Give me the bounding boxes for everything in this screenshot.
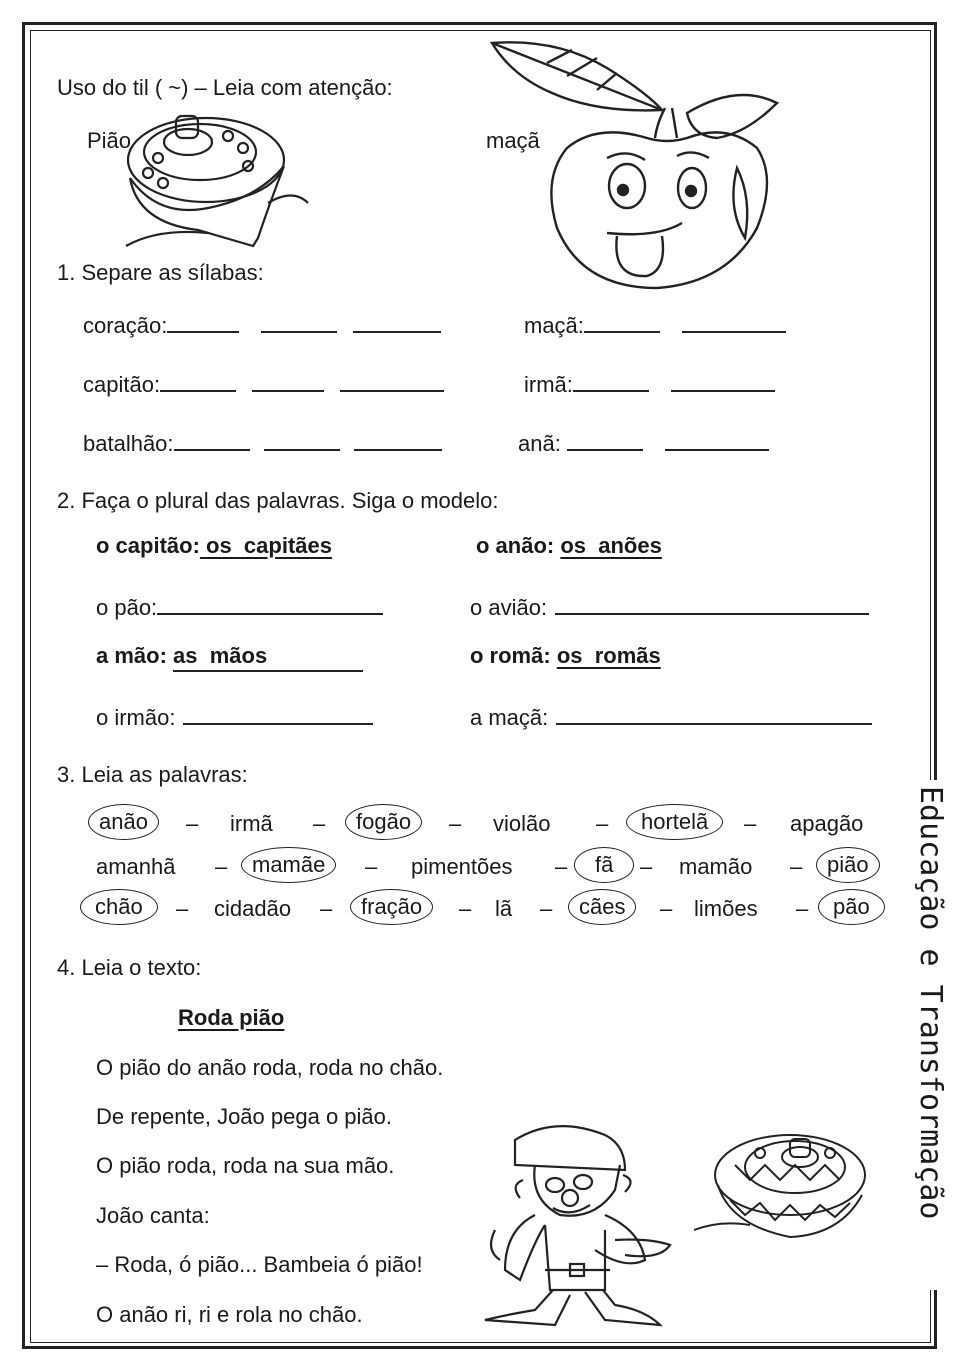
- watermark-text: Educação e Transformação: [913, 786, 948, 1220]
- plural-model-capitao: [96, 533, 332, 559]
- word[interactable]: apagão: [790, 811, 864, 836]
- answer-blank[interactable]: [573, 370, 649, 392]
- plural-model-anao: [476, 533, 662, 559]
- word-maca: maçã: [486, 128, 540, 153]
- answer-blank[interactable]: [174, 429, 250, 451]
- question-label: o irmão:: [96, 705, 176, 730]
- dash: –: [540, 896, 553, 921]
- answer-blank[interactable]: [556, 703, 872, 725]
- syllable-word: capitão:: [83, 372, 161, 397]
- section1-title: 1. Separe as sílabas:: [57, 260, 264, 285]
- answer-blank[interactable]: [340, 370, 444, 392]
- story-line: O pião roda, roda na sua mão.: [96, 1153, 395, 1178]
- plural-question-aviao: [470, 593, 869, 621]
- section4-title: 4. Leia o texto:: [57, 955, 202, 980]
- word[interactable]: irmã: [230, 811, 273, 836]
- model-label: o capitão:: [96, 533, 200, 558]
- answer-blank[interactable]: [584, 311, 660, 333]
- page-title: Uso do til ( ~) – Leia com atenção:: [57, 75, 393, 100]
- syllable-item-maca: [524, 311, 786, 339]
- spinning-top-illustration: [118, 108, 318, 253]
- syllable-word: irmã:: [524, 372, 573, 397]
- story-line: João canta:: [96, 1203, 210, 1228]
- model-label: a mão:: [96, 643, 167, 668]
- spinning-top-illustration-small: [690, 1125, 880, 1250]
- word-circled[interactable]: hortelã: [626, 804, 723, 840]
- story-line: O pião do anão roda, roda no chão.: [96, 1055, 444, 1080]
- dash: –: [313, 811, 326, 836]
- word[interactable]: amanhã: [96, 854, 176, 879]
- answer-blank[interactable]: [183, 703, 373, 725]
- word-circled[interactable]: mamãe: [241, 847, 336, 883]
- model-answer: os capitães: [199, 533, 332, 558]
- dash: –: [796, 896, 809, 921]
- word-circled[interactable]: cães: [568, 889, 636, 925]
- answer-blank[interactable]: [567, 429, 643, 451]
- question-label: o avião:: [470, 595, 548, 620]
- syllable-item-capitao: [83, 370, 444, 398]
- section3-title: 3. Leia as palavras:: [57, 762, 248, 787]
- word-circled[interactable]: fogão: [345, 804, 422, 840]
- dash: –: [555, 854, 568, 879]
- model-answer: os romãs: [556, 643, 661, 668]
- answer-blank[interactable]: [252, 370, 324, 392]
- syllable-item-irma: [524, 370, 775, 398]
- answer-blank[interactable]: [167, 311, 239, 333]
- story-title: Roda pião: [178, 1005, 285, 1030]
- dash: –: [660, 896, 673, 921]
- dash: –: [596, 811, 609, 836]
- apple-illustration: [487, 38, 787, 298]
- question-label: a maçã:: [470, 705, 549, 730]
- dash: –: [176, 896, 189, 921]
- syllable-item-batalhao: [83, 429, 442, 457]
- word-piao: Pião: [87, 128, 132, 153]
- syllable-word: maçã:: [524, 313, 584, 338]
- plural-model-mao: [96, 643, 363, 672]
- story-line: O anão ri, ri e rola no chão.: [96, 1302, 363, 1327]
- dash: –: [365, 854, 378, 879]
- dash: –: [744, 811, 757, 836]
- syllable-item-coracao: [83, 311, 441, 339]
- word[interactable]: lã: [495, 896, 513, 921]
- word[interactable]: mamão: [679, 854, 753, 879]
- story-line: – Roda, ó pião... Bambeia ó pião!: [96, 1252, 423, 1277]
- word[interactable]: pimentões: [411, 854, 513, 879]
- plural-model-roma: [470, 643, 661, 669]
- syllable-word: batalhão:: [83, 431, 174, 456]
- dwarf-illustration: [475, 1120, 685, 1330]
- plural-question-maca: [470, 703, 872, 731]
- word-circled[interactable]: pião: [816, 847, 880, 883]
- word-circled[interactable]: pão: [818, 889, 885, 925]
- section2-title: 2. Faça o plural das palavras. Siga o modelo:: [57, 488, 499, 513]
- answer-blank[interactable]: [665, 429, 769, 451]
- model-label: o anão:: [476, 533, 555, 558]
- dash: –: [790, 854, 803, 879]
- answer-blank[interactable]: [160, 370, 236, 392]
- word-circled[interactable]: chão: [80, 889, 158, 925]
- dash: –: [186, 811, 199, 836]
- word-circled[interactable]: fração: [350, 889, 433, 925]
- word[interactable]: limões: [694, 896, 758, 921]
- word[interactable]: cidadão: [214, 896, 292, 921]
- syllable-item-ana: [518, 429, 769, 457]
- answer-blank[interactable]: [353, 311, 441, 333]
- dash: –: [459, 896, 472, 921]
- model-label: o romã:: [470, 643, 551, 668]
- dash: –: [215, 854, 228, 879]
- word-circled[interactable]: anão: [88, 804, 159, 840]
- story-line: De repente, João pega o pião.: [96, 1104, 393, 1129]
- plural-question-irmao: [96, 703, 373, 731]
- word[interactable]: violão: [493, 811, 551, 836]
- answer-blank[interactable]: [555, 593, 869, 615]
- model-answer: as mãos: [173, 643, 363, 672]
- syllable-word: coração:: [83, 313, 168, 338]
- answer-blank[interactable]: [671, 370, 775, 392]
- dash: –: [320, 896, 333, 921]
- answer-blank[interactable]: [157, 593, 383, 615]
- dash: –: [640, 854, 653, 879]
- question-label: o pão:: [96, 595, 158, 620]
- word-circled[interactable]: fã: [574, 847, 634, 883]
- answer-blank[interactable]: [682, 311, 786, 333]
- dash: –: [449, 811, 462, 836]
- syllable-word: anã:: [518, 431, 561, 456]
- plural-question-pao: [96, 593, 383, 621]
- answer-blank[interactable]: [264, 429, 340, 451]
- model-answer: os anões: [560, 533, 662, 558]
- answer-blank[interactable]: [261, 311, 337, 333]
- answer-blank[interactable]: [354, 429, 442, 451]
